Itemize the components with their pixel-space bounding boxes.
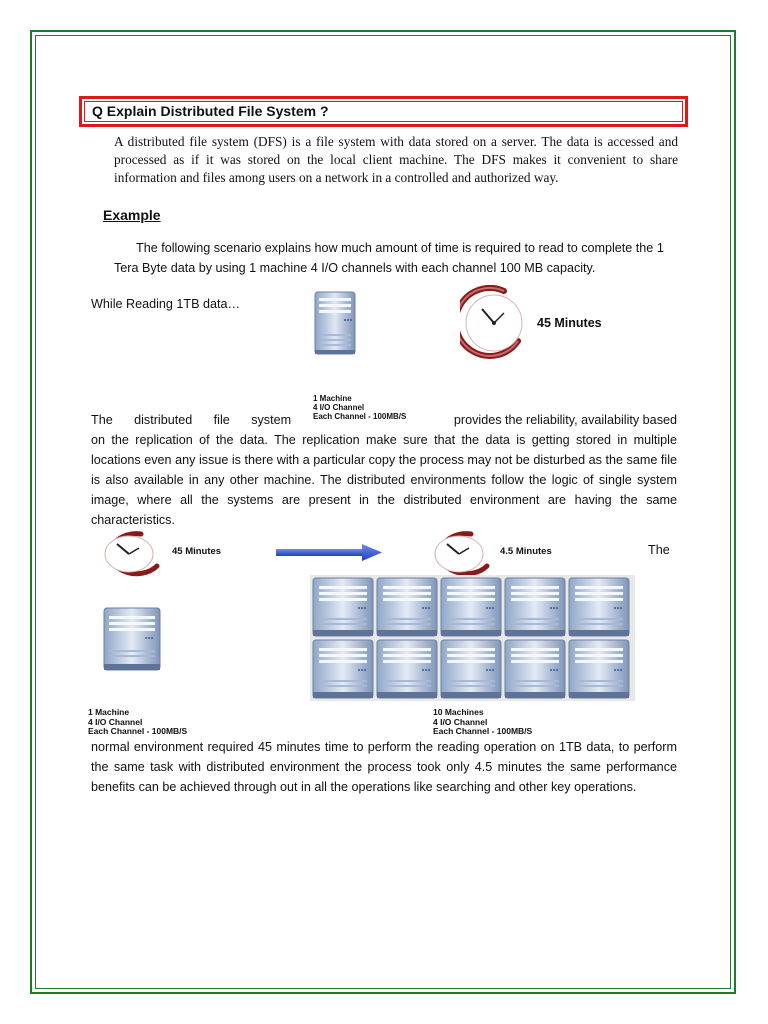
reading-label: While Reading 1TB data…: [91, 297, 241, 311]
figure2-left-caption: 1 Machine 4 I/O Channel Each Channel - 100MB/S: [88, 707, 188, 736]
clock-icon-left: [95, 530, 165, 583]
trailing-word: The: [648, 543, 670, 557]
clock-icon: [460, 285, 526, 366]
server-rack: [310, 575, 635, 701]
single-server-icon: [102, 606, 162, 672]
arrow-icon: [276, 543, 384, 566]
server-icon: [313, 290, 357, 356]
time-label-right: 4.5 Minutes: [500, 546, 552, 557]
time-label-left: 45 Minutes: [172, 546, 222, 557]
example-heading: Example: [103, 207, 161, 223]
time-label-45: 45 Minutes: [537, 316, 602, 330]
scenario-paragraph: The following scenario explains how much amount of time is required to read to complete the 1 Tera Byte data by using 1 machine 4 I/O channels with each channel 100 MB capacity.: [114, 241, 664, 275]
body-paragraph-1: The distributed file system provides the reliability, availability based on the replication of the data. The replication make sure that the data is getting stored in multiple locations even any issue is there with a particular copy the process may not be disturbed as the same file is also available in any other machine. The distributed environments follow the logic of single system image, where all the systems are present in the distributed environment are having the same characteristics.: [91, 413, 677, 527]
figure2-right-caption: 10 Machines 4 I/O Channel Each Channel - 100MB/S: [433, 707, 533, 736]
intro-paragraph: A distributed file system (DFS) is a file system with data stored on a server. The data is accessed and processed as if it was stored on the local client machine. The DFS makes it convenient to share information and files among users on a network in a controlled and authorized way.: [114, 134, 678, 185]
figure1-caption: 1 Machine 4 I/O Channel Each Channel - 100MB/S: [313, 394, 407, 421]
body-paragraph-2: normal environment required 45 minutes time to perform the reading operation on 1TB data, to perform the same task with distributed environment the process took only 4.5 minutes the same performance benefits can be achieved through out in all the operations like searching and other key operations.: [91, 740, 677, 794]
question-heading: Q Explain Distributed File System ?: [92, 103, 329, 119]
question-box: [79, 96, 688, 127]
